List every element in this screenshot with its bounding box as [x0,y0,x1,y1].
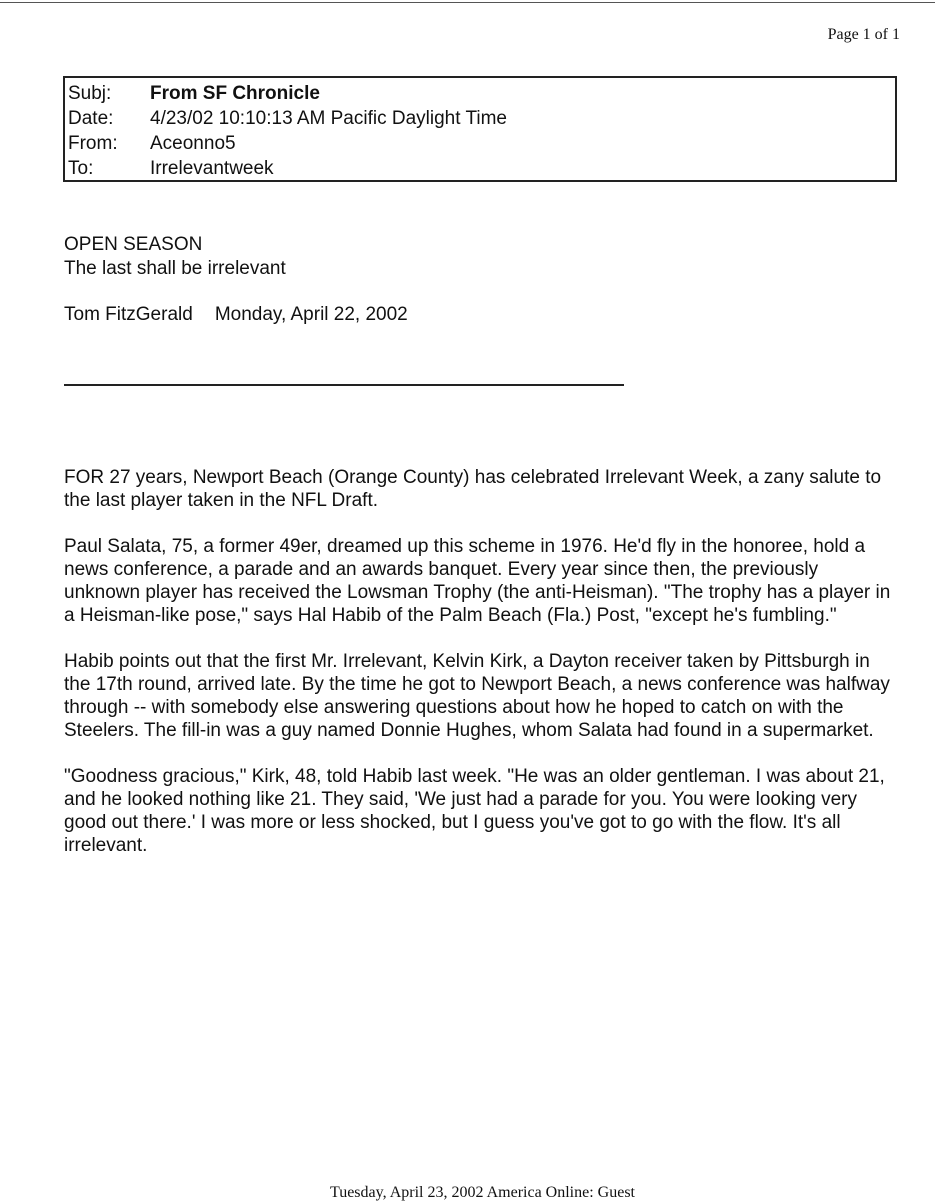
page-number: Page 1 of 1 [827,26,900,43]
subject-row [68,82,320,106]
date-row [68,107,507,131]
date-label: Date: [68,108,114,129]
top-rule [0,2,935,3]
from-value: Aceonno5 [150,133,236,154]
subject-label: Subj: [68,83,112,104]
page-footer: Tuesday, April 23, 2002 America Online: Guest [329,1184,635,1201]
from-label: From: [68,133,118,154]
byline [64,303,408,327]
divider [64,384,624,386]
article-body [64,466,894,880]
article-paragraph: Paul Salata, 75, a former 49er, dreamed up this scheme in 1976. He'd fly in the honoree, hold a news conference, a parade and an awards banquet. Every year since then, the previously unknown player has received the Lowsman Trophy (the anti-Heisman). "The trophy has a player in a Heisman-like pose," says Hal Habib of the Palm Beach (Fla.) Post, "except he's fumbling." [64,536,891,626]
article-paragraph: FOR 27 years, Newport Beach (Orange County) has celebrated Irrelevant Week, a zany salute to the last player taken in the NFL Draft. [64,467,882,511]
author-name: Tom FitzGerald [64,304,193,325]
article-paragraph: "Goodness gracious," Kirk, 48, told Habib last week. "He was an older gentleman. I was about 21, and he looked nothing like 21. They said, 'We just had a parade for you. You were looking very good out there.' I was more or less shocked, but I guess you've got to go with the flow. It's all irrelevant. [64,766,885,856]
subject-value: From SF Chronicle [150,83,320,104]
date-value: 4/23/02 10:10:13 AM Pacific Daylight Time [150,108,507,129]
article-paragraph: Habib points out that the first Mr. Irrelevant, Kelvin Kirk, a Dayton receiver taken by Pittsburgh in the 17th round, arrived late. By the time he got to Newport Beach, a news conference was halfway through -- with somebody else answering questions about how he hoped to catch on with the Steelers. The fill-in was a guy named Donnie Hughes, whom Salata had found in a supermarket. [64,651,890,741]
article-headline: OPEN SEASON [64,234,203,255]
email-header [63,76,897,182]
to-row [68,157,274,181]
article-subheadline: The last shall be irrelevant [64,258,286,279]
article-date: Monday, April 22, 2002 [214,304,408,325]
to-label: To: [68,158,94,179]
to-value: Irrelevantweek [150,158,274,179]
from-row [68,132,236,156]
